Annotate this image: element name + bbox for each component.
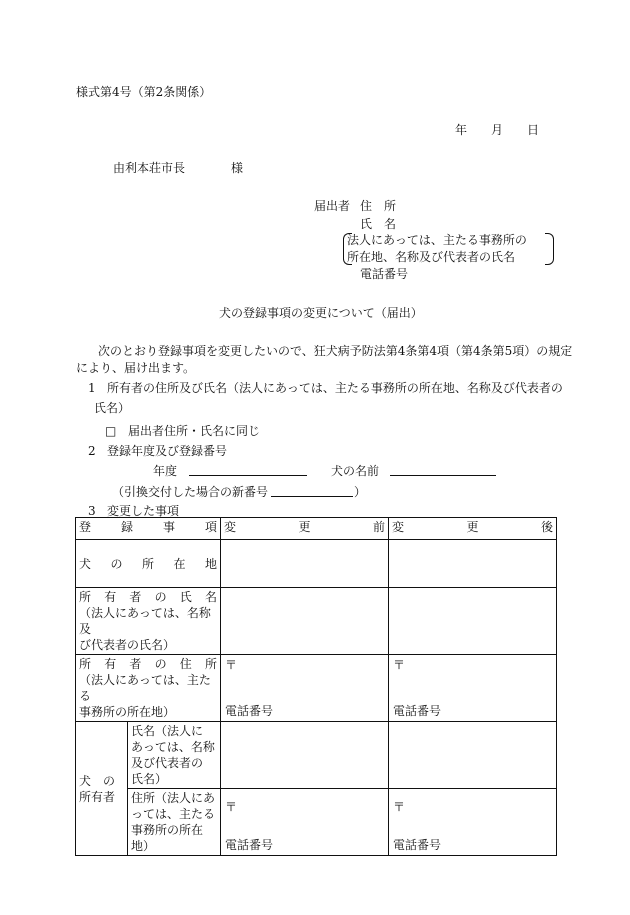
location-after-cell[interactable]	[389, 540, 557, 588]
dog-owner-name-label: 氏名（法人に あっては、名称 及び代表者の 氏名）	[128, 722, 221, 789]
applicant-address-label: 住 所	[360, 199, 397, 213]
body-line2: により、届け出ます。	[76, 361, 196, 375]
owner-address-before-cell[interactable]	[221, 655, 389, 722]
dog-owner-address-label: 住所（法人にあ っては、主たる 事務所の所在 地）	[128, 789, 221, 856]
same-as-applicant-label: 届出者住所・氏名に同じ	[128, 424, 261, 438]
owner-address-after-cell[interactable]	[389, 655, 557, 722]
new-number-label: （引換交付した場合の新番号	[112, 485, 269, 499]
owner-name-before-cell[interactable]	[221, 588, 389, 655]
table-row-owner-address	[76, 655, 557, 722]
item3-number: 3	[88, 504, 96, 518]
change-items-table	[75, 517, 557, 856]
phone-label: 電話番号	[393, 838, 442, 852]
row-owner-address-label: 所 有 者 の 住 所 （法人にあっては、主たる 事務所の所在地）	[76, 655, 221, 722]
item1-number: 1	[88, 381, 96, 395]
applicant-note-line2: 所在地、名称及び代表者の氏名	[347, 250, 516, 264]
table-row-owner-name	[76, 588, 557, 655]
postal-mark: 〒	[393, 658, 406, 672]
date-year: 年	[455, 123, 468, 137]
new-number-field[interactable]	[271, 484, 353, 497]
registration-year-label: 年度	[153, 464, 178, 478]
row-owner-name-label: 所 有 者 の 氏 名 （法人にあっては、名称及 び代表者の氏名）	[76, 588, 221, 655]
applicant-phone-label: 電話番号	[360, 267, 409, 281]
new-number-close: ）	[354, 485, 367, 499]
same-as-applicant-checkbox[interactable]: □	[105, 424, 117, 438]
postal-mark: 〒	[225, 658, 238, 672]
phone-label: 電話番号	[225, 704, 274, 718]
postal-mark: 〒	[225, 800, 238, 814]
item1-line2: 氏名）	[94, 401, 131, 415]
addressee-name: 由利本荘市長	[113, 161, 186, 175]
applicant-note-brace-right	[545, 233, 554, 265]
location-before-cell[interactable]	[221, 540, 389, 588]
date-line	[455, 122, 539, 138]
dog-owner-label: 犬 の 所有者	[76, 722, 128, 856]
item2-label: 登録年度及び登録番号	[107, 444, 228, 458]
item3-label: 変更した事項	[107, 504, 180, 518]
owner-name-after-cell[interactable]	[389, 588, 557, 655]
item1-line1: 所有者の住所及び氏名（法人にあっては、主たる事務所の所在地、名称及び代表者の	[107, 381, 563, 395]
registration-year-field[interactable]	[189, 463, 307, 476]
date-month: 月	[490, 123, 503, 137]
addressee-honorific: 様	[231, 161, 244, 175]
table-row-dog-owner-address	[76, 789, 557, 856]
document-title: 犬の登録事項の変更について（届出）	[219, 306, 423, 320]
dog-owner-name-after-cell[interactable]	[389, 722, 557, 789]
item2-number: 2	[88, 444, 96, 458]
dog-name-field[interactable]	[390, 463, 496, 476]
applicant-note-line1: 法人にあっては、主たる事務所の	[347, 233, 527, 247]
applicant-name-label: 氏 名	[360, 217, 397, 231]
postal-mark: 〒	[393, 800, 406, 814]
form-label: 様式第4号（第2条関係）	[76, 85, 212, 99]
phone-label: 電話番号	[225, 838, 274, 852]
applicant-label: 届出者	[314, 199, 351, 213]
row-location-label: 犬 の 所 在 地	[76, 540, 221, 588]
body-line1: 次のとおり登録事項を変更したいので、狂犬病予防法第4条第4項（第4条第5項）の規定	[98, 344, 573, 358]
table-row-location	[76, 540, 557, 588]
header-before: 変 更 前	[221, 518, 389, 540]
dog-owner-address-before-cell[interactable]	[221, 789, 389, 856]
header-item: 登 録 事 項	[76, 518, 221, 540]
table-header-row	[76, 518, 557, 540]
dog-owner-address-after-cell[interactable]	[389, 789, 557, 856]
dog-name-label: 犬の名前	[331, 464, 380, 478]
dog-owner-name-before-cell[interactable]	[221, 722, 389, 789]
header-after: 変 更 後	[389, 518, 557, 540]
table-row-dog-owner-name	[76, 722, 557, 789]
phone-label: 電話番号	[393, 704, 442, 718]
date-day: 日	[526, 123, 539, 137]
